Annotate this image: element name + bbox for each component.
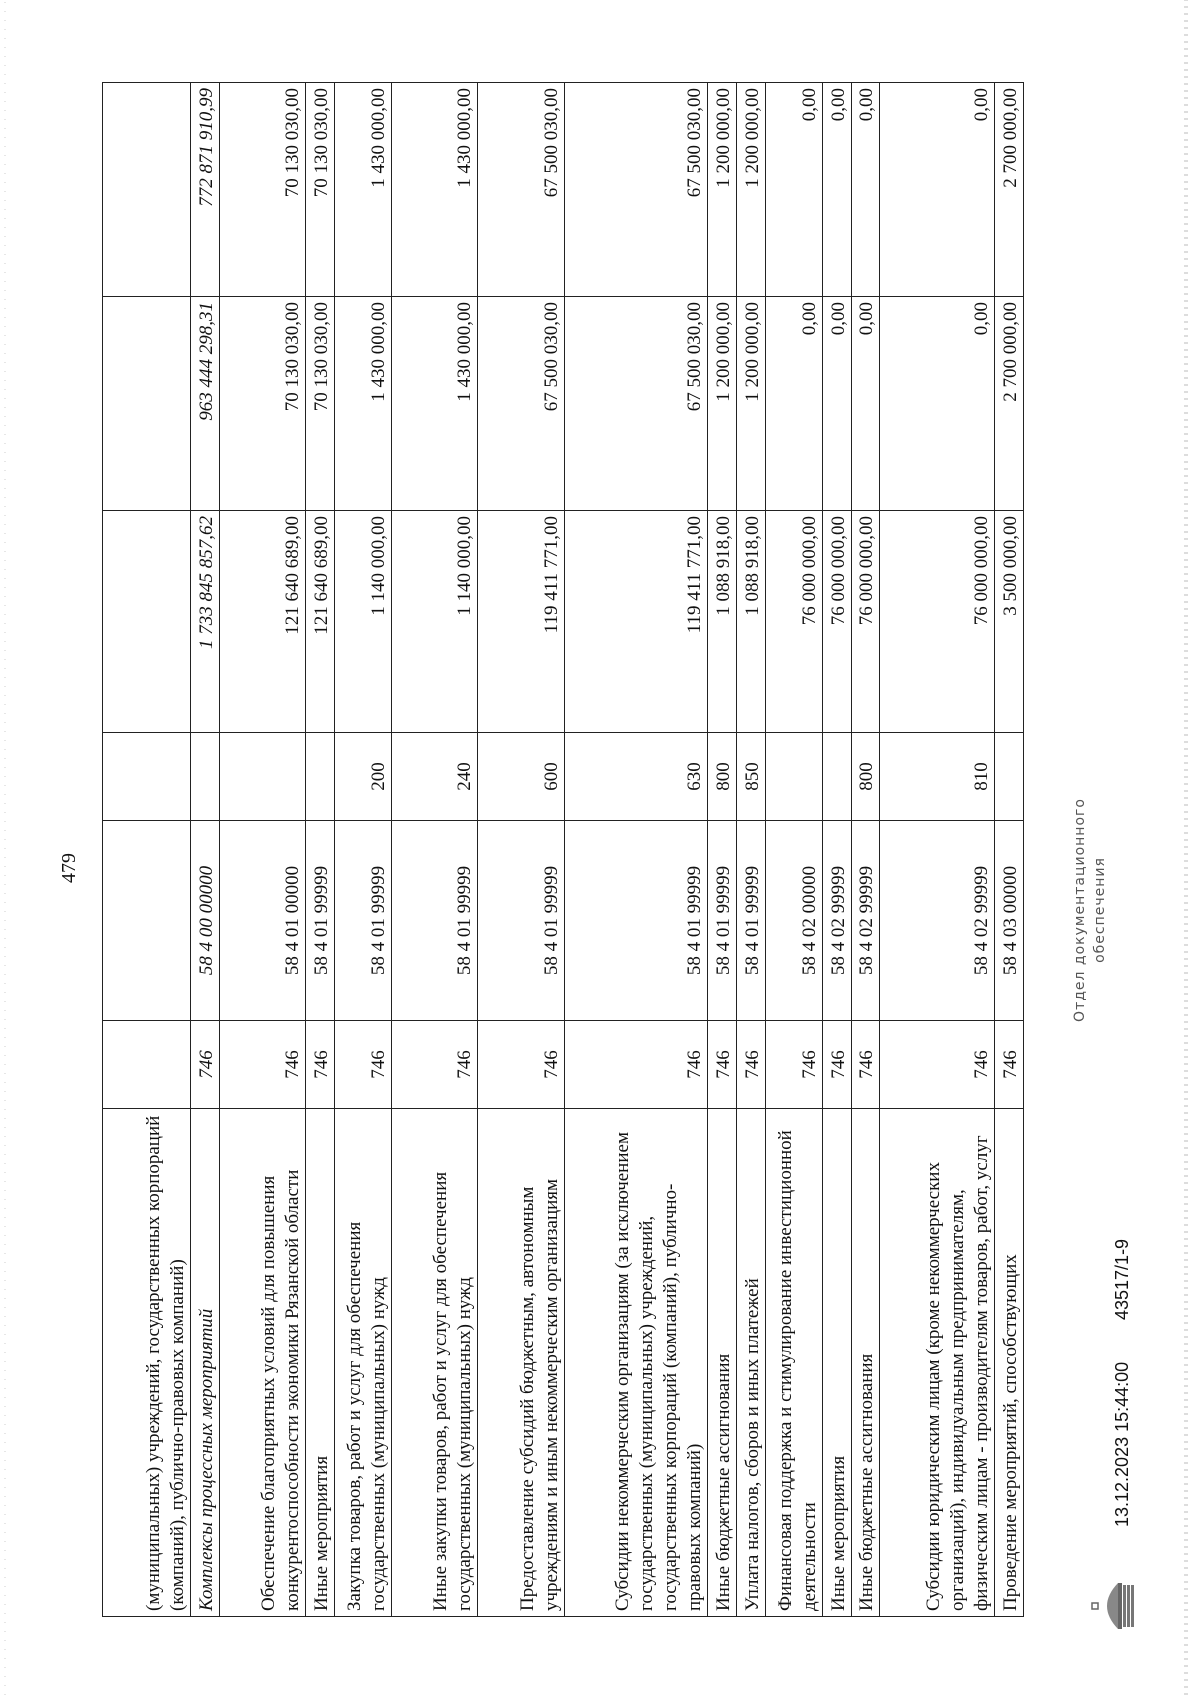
row-name-cell: Иные закупки товаров, работ и услуг для обеспечения государственных (муниципальных) нужд	[392, 1109, 478, 1617]
amount-2023-cell: 3 500 000,00	[995, 511, 1024, 733]
amount-2025-cell: 0,00	[765, 83, 822, 297]
target-article-code-cell: 58 4 01 99999	[392, 821, 478, 1021]
amount-2024-cell: 70 130 030,00	[306, 297, 335, 511]
scan-edge-artifact	[1184, 0, 1188, 1695]
row-name-cell: Уплата налогов, сборов и иных платежей	[736, 1109, 765, 1617]
ministry-code-cell: 746	[191, 1021, 220, 1109]
scan-edge-artifact	[4, 0, 6, 1695]
amount-2025-cell: 0,00	[822, 83, 851, 297]
expense-type-code-cell	[191, 733, 220, 821]
amount-2024-cell	[103, 297, 191, 511]
table-row	[478, 83, 564, 1617]
row-name-cell: (муниципальных) учреждений, государственных корпораций (компаний), публично-правовых компаний)	[103, 1109, 191, 1617]
amount-2025-cell: 1 200 000,00	[708, 83, 737, 297]
target-article-code-cell: 58 4 02 99999	[880, 821, 995, 1021]
expense-type-code-cell: 850	[736, 733, 765, 821]
table-row	[765, 83, 822, 1617]
ministry-code-cell: 746	[564, 1021, 708, 1109]
expense-type-code-cell: 600	[478, 733, 564, 821]
ministry-code-cell: 746	[478, 1021, 564, 1109]
ministry-code-cell: 746	[708, 1021, 737, 1109]
stamp-line: обеспечения	[1092, 857, 1108, 963]
expense-type-code-cell	[822, 733, 851, 821]
expense-type-code-cell	[306, 733, 335, 821]
row-name-cell: Субсидии некоммерческим организациям (за исключением государственных (муниципальных) учреждений, государственных корпораций (компаний), публично-правовых компаний)	[564, 1109, 708, 1617]
row-name-cell: Иные мероприятия	[306, 1109, 335, 1617]
ministry-code-cell: 746	[334, 1021, 391, 1109]
expense-type-code-cell: 810	[880, 733, 995, 821]
target-article-code-cell: 58 4 01 99999	[708, 821, 737, 1021]
row-name-cell: Иные мероприятия	[822, 1109, 851, 1617]
amount-2023-cell: 76 000 000,00	[765, 511, 822, 733]
table-row	[306, 83, 335, 1617]
amount-2024-cell: 70 130 030,00	[220, 297, 306, 511]
target-article-code-cell	[103, 821, 191, 1021]
target-article-code-cell: 58 4 01 99999	[736, 821, 765, 1021]
amount-2025-cell: 1 430 000,00	[334, 83, 391, 297]
row-name-cell: Проведение мероприятий, способствующих	[995, 1109, 1024, 1617]
amount-2023-cell: 121 640 689,00	[220, 511, 306, 733]
amount-2025-cell: 67 500 030,00	[564, 83, 708, 297]
target-article-code-cell: 58 4 00 00000	[191, 821, 220, 1021]
amount-2025-cell: 0,00	[851, 83, 880, 297]
amount-2023-cell	[103, 511, 191, 733]
row-name-cell: Финансовая поддержка и стимулирование инвестиционной деятельности	[765, 1109, 822, 1617]
row-name-cell: Иные бюджетные ассигнования	[851, 1109, 880, 1617]
amount-2024-cell: 1 200 000,00	[736, 297, 765, 511]
amount-2023-cell: 1 088 918,00	[736, 511, 765, 733]
ministry-code-cell: 746	[851, 1021, 880, 1109]
ministry-code-cell: 746	[306, 1021, 335, 1109]
expense-type-code-cell: 200	[334, 733, 391, 821]
expense-type-code-cell	[995, 733, 1024, 821]
row-name-cell: Комплексы процессных мероприятий	[191, 1109, 220, 1617]
target-article-code-cell: 58 4 01 99999	[478, 821, 564, 1021]
expense-type-code-cell: 240	[392, 733, 478, 821]
expense-type-code-cell: 800	[851, 733, 880, 821]
amount-2024-cell: 963 444 298,31	[191, 297, 220, 511]
expense-type-code-cell: 630	[564, 733, 708, 821]
target-article-code-cell: 58 4 02 99999	[851, 821, 880, 1021]
table-row	[220, 83, 306, 1617]
table-row	[708, 83, 737, 1617]
expense-type-code-cell	[220, 733, 306, 821]
row-name-cell: Обеспечение благоприятных условий для повышения конкурентоспособности экономики Рязанской области	[220, 1109, 306, 1617]
amount-2023-cell: 1 140 000,00	[392, 511, 478, 733]
stamp-line: Отдел документационного	[1072, 798, 1088, 1022]
table-row	[392, 83, 478, 1617]
ministry-code-cell: 746	[880, 1021, 995, 1109]
amount-2024-cell: 1 430 000,00	[334, 297, 391, 511]
amount-2024-cell: 1 200 000,00	[708, 297, 737, 511]
target-article-code-cell: 58 4 01 99999	[334, 821, 391, 1021]
amount-2025-cell: 2 700 000,00	[995, 83, 1024, 297]
target-article-code-cell: 58 4 02 99999	[822, 821, 851, 1021]
table-row	[564, 83, 708, 1617]
expense-type-code-cell	[765, 733, 822, 821]
amount-2024-cell: 0,00	[880, 297, 995, 511]
table-row	[822, 83, 851, 1617]
ministry-code-cell: 746	[822, 1021, 851, 1109]
target-article-code-cell: 58 4 03 00000	[995, 821, 1024, 1021]
amount-2023-cell: 76 000 000,00	[851, 511, 880, 733]
amount-2023-cell: 76 000 000,00	[880, 511, 995, 733]
expense-type-code-cell	[103, 733, 191, 821]
amount-2023-cell: 76 000 000,00	[822, 511, 851, 733]
amount-2025-cell: 67 500 030,00	[478, 83, 564, 297]
footer-doc-number: 43517/1-9	[1112, 1238, 1132, 1320]
row-name-cell: Иные бюджетные ассигнования	[708, 1109, 737, 1617]
amount-2024-cell: 0,00	[822, 297, 851, 511]
amount-2024-cell: 0,00	[765, 297, 822, 511]
ministry-code-cell: 746	[995, 1021, 1024, 1109]
amount-2024-cell: 67 500 030,00	[564, 297, 708, 511]
amount-2025-cell: 772 871 910,99	[191, 83, 220, 297]
amount-2023-cell: 1 140 000,00	[334, 511, 391, 733]
amount-2024-cell: 1 430 000,00	[392, 297, 478, 511]
row-name-cell: Закупка товаров, работ и услуг для обеспечения государственных (муниципальных) нужд	[334, 1109, 391, 1617]
table-row	[736, 83, 765, 1617]
amount-2025-cell: 70 130 030,00	[306, 83, 335, 297]
footer-datetime: 13.12.2023 15:44:00	[1112, 1361, 1132, 1527]
ministry-code-cell: 746	[220, 1021, 306, 1109]
amount-2024-cell: 2 700 000,00	[995, 297, 1024, 511]
budget-table	[102, 82, 1024, 1617]
target-article-code-cell: 58 4 02 00000	[765, 821, 822, 1021]
table-row	[103, 83, 191, 1617]
page-number: 479	[58, 853, 80, 883]
amount-2025-cell: 1 430 000,00	[392, 83, 478, 297]
table-row	[880, 83, 995, 1617]
table-row	[191, 83, 220, 1617]
ministry-code-cell: 746	[765, 1021, 822, 1109]
target-article-code-cell: 58 4 01 99999	[306, 821, 335, 1021]
table-row	[995, 83, 1024, 1617]
amount-2023-cell: 119 411 771,00	[478, 511, 564, 733]
target-article-code-cell: 58 4 01 99999	[564, 821, 708, 1021]
ministry-code-cell	[103, 1021, 191, 1109]
amount-2025-cell: 70 130 030,00	[220, 83, 306, 297]
amount-2023-cell: 1 088 918,00	[708, 511, 737, 733]
expense-type-code-cell: 800	[708, 733, 737, 821]
amount-2023-cell: 121 640 689,00	[306, 511, 335, 733]
target-article-code-cell: 58 4 01 00000	[220, 821, 306, 1021]
amount-2023-cell: 119 411 771,00	[564, 511, 708, 733]
amount-2024-cell: 67 500 030,00	[478, 297, 564, 511]
row-name-cell: Субсидии юридическим лицам (кроме некоммерческих организаций), индивидуальным предпринимателям, физическим лицам - производителям товаров, работ, услуг	[880, 1109, 995, 1617]
amount-2025-cell: 1 200 000,00	[736, 83, 765, 297]
amount-2025-cell: 0,00	[880, 83, 995, 297]
amount-2025-cell	[103, 83, 191, 297]
table-row	[851, 83, 880, 1617]
amount-2023-cell: 1 733 845 857,62	[191, 511, 220, 733]
emblem-logo	[1090, 1577, 1138, 1635]
ministry-code-cell: 746	[736, 1021, 765, 1109]
row-name-cell: Предоставление субсидий бюджетным, автономным учреждениям и иным некоммерческим организациям	[478, 1109, 564, 1617]
table-row	[334, 83, 391, 1617]
amount-2024-cell: 0,00	[851, 297, 880, 511]
ministry-code-cell: 746	[392, 1021, 478, 1109]
department-stamp	[1070, 760, 1110, 1060]
